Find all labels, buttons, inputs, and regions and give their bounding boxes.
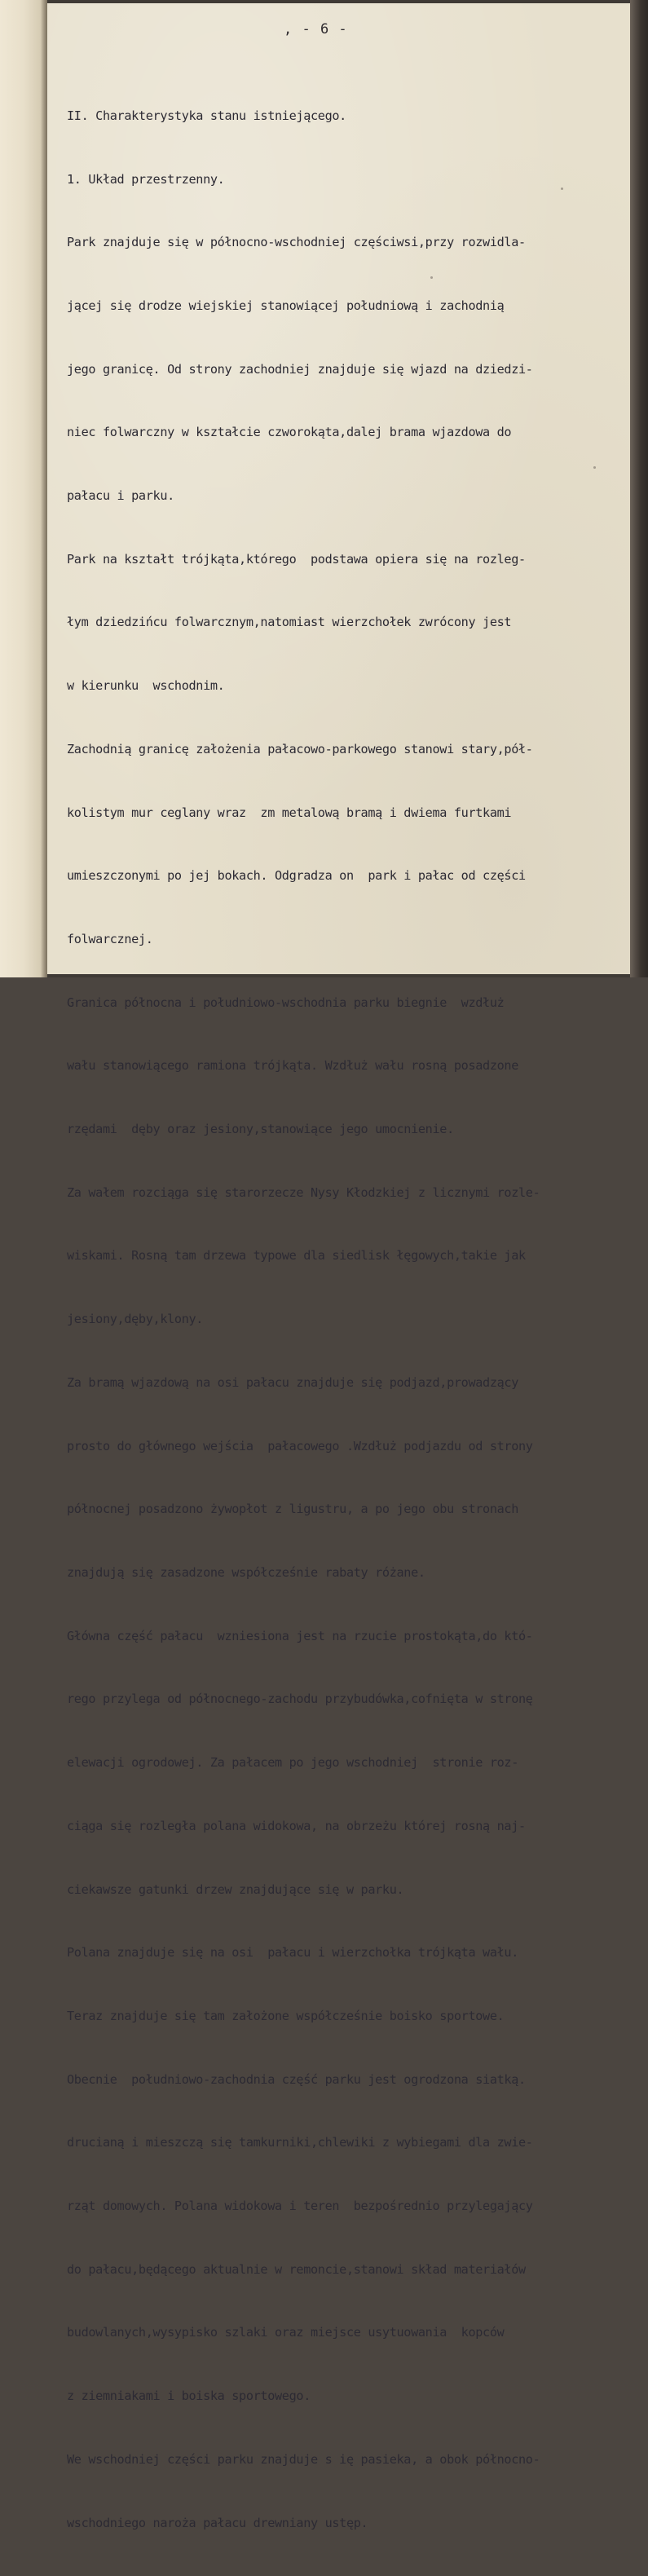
- text-line: wiskami. Rosną tam drzewa typowe dla siedlisk łęgowych,takie jak: [67, 1248, 526, 1264]
- text-line: w kierunku wschodnim.: [67, 678, 225, 694]
- text-line: elewacji ogrodowej. Za pałacem po jego wschodniej stronie roz-: [67, 1755, 519, 1771]
- text-line: rząt domowych. Polana widokowa i teren bezpośrednio przylegający: [67, 2199, 533, 2214]
- text-line: folwarcznej.: [67, 931, 153, 946]
- text-line: Za bramą wjazdową na osi pałacu znajduje się podjazd,prowadzący: [67, 1374, 519, 1390]
- text-line: Park na kształt trójkąta,którego podstawa opiera się na rozleg-: [67, 551, 526, 567]
- text-line: umieszczonymi po jej bokach. Odgradza on park i pałac od części: [67, 868, 526, 884]
- text-line: We wschodniej części parku znajduje s ię pasieka, a obok północno-: [67, 2451, 540, 2467]
- text-line: niec folwarczny w kształcie czworokąta,dalej brama wjazdowa do: [67, 425, 512, 440]
- text-line: Obecnie południowo-zachodnia część parku jest ogrodzona siatką.: [67, 2071, 526, 2087]
- text-line: prosto do głównego wejścia pałacowego .Wzdłuż podjazdu od strony: [67, 1438, 533, 1453]
- paper-speck: [430, 276, 433, 279]
- document-page: [47, 3, 630, 2530]
- text-line: wschodniego naroża pałacu drewniany ustęp.: [67, 2515, 368, 2530]
- text-line: kolistym mur ceglany wraz zm metalową bramą i dwiema furtkami: [67, 805, 512, 820]
- text-line: jego granicę. Od strony zachodniej znajduje się wjazd na dziedzi-: [67, 361, 533, 377]
- text-line: jesiony,dęby,klony.: [67, 1312, 204, 1327]
- text-line: Polana znajduje się na osi pałacu i wierzchołka trójkąta wału.: [67, 1945, 519, 1961]
- paper-speck: [561, 187, 563, 190]
- text-line: rego przylega od północnego-zachodu przybudówka,cofnięta w stronę: [67, 1692, 533, 1707]
- text-line: znajdują się zasadzone współcześnie rabaty różane.: [67, 1564, 425, 1580]
- paper-speck: [593, 466, 596, 469]
- page-number: , - 6 -: [284, 21, 348, 37]
- binding-shadow: [41, 0, 47, 977]
- text-line: północnej posadzono żywopłot z ligustru, a po jego obu stronach: [67, 1502, 519, 1517]
- text-line: Główna część pałacu wzniesiona jest na rzucie prostokąta,do któ-: [67, 1628, 533, 1643]
- text-line: budowlanych,wysypisko szlaki oraz miejsce usytuowania kopców: [67, 2325, 505, 2340]
- text-line: ciekawsze gatunki drzew znajdujące się w parku.: [67, 1881, 404, 1897]
- text-line: Teraz znajduje się tam założone współcześnie boisko sportowe.: [67, 2008, 505, 2023]
- section-heading: II. Charakterystyka stanu istniejącego.: [67, 108, 346, 123]
- subsection-heading: 1. Układ przestrzenny.: [67, 171, 225, 187]
- text-line: wału stanowiącego ramiona trójkąta. Wzdłuż wału rosną posadzone: [67, 1058, 519, 1074]
- text-line: do pałacu,będącego aktualnie w remoncie,stanowi skład materiałów: [67, 2261, 526, 2277]
- text-line: ciąga się rozległa polana widokowa, na obrzeżu której rosną naj-: [67, 1818, 526, 1833]
- page-edge-shadow: [630, 0, 648, 977]
- text-line: jącej się drodze wiejskiej stanowiącej południową i zachodnią: [67, 298, 505, 313]
- text-line: łym dziedzińcu folwarcznym,natomiast wierzchołek zwrócony jest: [67, 615, 512, 630]
- text-line: Park znajduje się w północno-wschodniej częściwsi,przy rozwidla-: [67, 235, 526, 250]
- text-line: Za wałem rozciąga się starorzecze Nysy Kłodzkiej z licznymi rozle-: [67, 1184, 540, 1200]
- text-line: Granica północna i południowo-wschodnia parku biegnie wzdłuż: [67, 995, 505, 1010]
- document-body: [67, 64, 629, 2576]
- text-line: Zachodnią granicę założenia pałacowo-parkowego stanowi stary,pół-: [67, 741, 533, 756]
- text-line: rzędami dęby oraz jesiony,stanowiące jego umocnienie.: [67, 1122, 454, 1137]
- text-line: z ziemniakami i boiska sportowego.: [67, 2389, 311, 2404]
- text-line: pałacu i parku.: [67, 488, 174, 504]
- text-line: drucianą i mieszczą się tamkurniki,chlewiki z wybiegami dla zwie-: [67, 2135, 533, 2150]
